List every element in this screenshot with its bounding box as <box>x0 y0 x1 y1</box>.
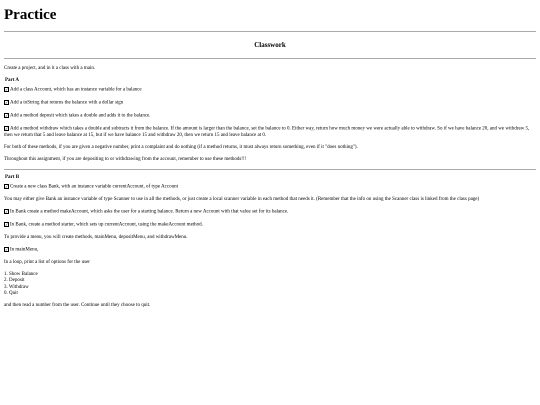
page-title: Practice <box>4 7 57 23</box>
part-divider <box>4 169 536 170</box>
checkbox-icon: ✓ <box>5 125 9 131</box>
part-b-item-2-text: In Bank create a method makeAccount, which asks the user for a starting balance. Return a new Account with that value set for its balance. <box>10 209 289 215</box>
part-b-label: Part B <box>5 175 20 181</box>
part-a-item-1-text: Add a class Account, which has an instance variable for a balance <box>10 87 142 93</box>
part-b-item-4 <box>4 247 536 254</box>
part-a-note-1: For both of these methods, if you are given a negative number, print a complaint and do nothing (if a method returns, it must always return something, even if it "does nothing"). <box>4 144 358 150</box>
part-b-para-4: and then read a number from the user. Continue until they choose to quit. <box>4 302 151 308</box>
menu-option: 2. Deposit <box>4 278 25 284</box>
title-divider <box>4 31 536 32</box>
menu-options-list <box>4 272 536 297</box>
part-b-item-3 <box>4 222 536 229</box>
checkbox-icon: ✓ <box>5 100 9 106</box>
part-a-item-1 <box>4 87 536 94</box>
menu-option: 3. Withdraw <box>4 284 29 290</box>
part-b-para-1: You may either give Bank an instance variable of type Scanner to use in all the methods, or just create a local scanner variable in each method that needs it. (Remember that the info on using the Scanner class is linked from the class page) <box>4 197 480 203</box>
part-a-item-4 <box>4 126 536 139</box>
checkbox-icon: ✓ <box>5 184 9 190</box>
part-b-item-3-text: In Bank, create a method starter, which sets up currentAccount, using the makeAccount method. <box>10 222 203 228</box>
menu-option: 1. Show Balance <box>4 272 38 278</box>
part-b-para-3: In a loop, print a list of options for the user <box>4 259 90 265</box>
checkbox-icon: ✓ <box>5 112 9 118</box>
part-b-para-2: To provide a menu, you will create methods, mainMenu, depositMenu, and withdrawMenu. <box>4 234 188 240</box>
section-divider <box>4 58 536 59</box>
checkbox-icon: ✓ <box>5 209 9 215</box>
checkbox-icon: ✓ <box>5 222 9 228</box>
intro-text: Create a project, and in it a class with a main. <box>4 66 96 71</box>
part-b-item-1-text: Create a new class Bank, with an instance variable currentAccount, of type Account <box>10 184 178 190</box>
part-b-item-1 <box>4 184 536 191</box>
part-a-item-2-text: Add a toString that returns the balance with a dollar sign <box>10 100 124 106</box>
part-a-item-4-text: Add a method withdraw which takes a double and subtracts it from the balance. If the amount is larger than the balance, set the balance to 0. Either way, return how much money we were actually able to withdraw. So if we have balance 20, and we withdraw 5, then we return that 5 and leave balance at 15, but if we have balance 15 and withdraw 20, then we return 15 and leave balance at 0. <box>4 126 530 138</box>
checkbox-icon: ✓ <box>5 247 9 253</box>
part-a-label: Part A <box>5 78 20 84</box>
menu-option: 0. Quit <box>4 290 18 296</box>
part-a-item-3-text: Add a method deposit which takes a double and adds it to the balance. <box>10 113 151 119</box>
part-a-item-3 <box>4 113 536 120</box>
part-b-item-4-text: In mainMenu, <box>10 247 39 253</box>
part-a-item-2 <box>4 100 536 107</box>
checkbox-icon: ✓ <box>5 87 9 93</box>
part-a-note-2: Throughout this assignment, if you are depositing to or withdrawing from the account, remember to use these methods!!! <box>4 156 247 162</box>
part-b-item-2 <box>4 209 536 216</box>
section-title: Classwork <box>254 41 286 49</box>
